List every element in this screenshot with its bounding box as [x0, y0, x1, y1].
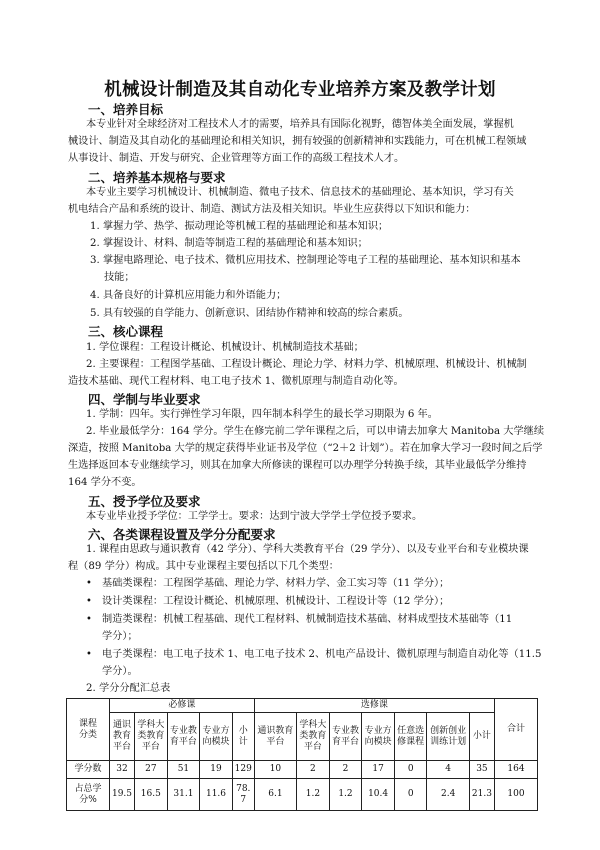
section-heading-curriculum: 六、各类课程设置及学分分配要求	[88, 527, 276, 542]
table-cell: 51	[167, 761, 200, 779]
table-caption: 2. 学分分配汇总表	[86, 683, 171, 694]
duration-line-4: 生选择返回本专业继续学习，则其在加拿大所修读的课程可以办理学分转换手续，其毕业最低学分维持	[68, 460, 527, 471]
bullet-manufacturing-courses: 制造类课程：机械工程基础、现代工程材料、机械制造技术基础、材料成型技术基础等（11	[102, 614, 513, 625]
section-heading-degree: 五、授予学位及要求	[88, 494, 201, 509]
col-header-elective: 专业教 育平台	[329, 713, 362, 761]
goals-line-3: 从事设计、制造、开发与研究、企业管理等方面工作的高级工程技术人才。	[68, 153, 405, 164]
table-cell: 0	[394, 761, 427, 779]
bullet-icon: •	[86, 596, 92, 607]
req-item-5: 5. 具有较强的自学能力、创新意识、团结协作精神和较高的综合素质。	[90, 308, 409, 319]
section-heading-core-courses: 三、核心课程	[88, 324, 164, 339]
section-heading-duration: 四、学制与毕业要求	[88, 392, 201, 407]
table-cell: 19.5	[110, 779, 135, 811]
table-cell: 1.2	[297, 779, 330, 811]
duration-line-2: 2. 毕业最低学分：164 学分。学生在修完前二学年课程之后，可以申请去加拿大 Manitoba 大学继续	[86, 426, 545, 437]
table-cell: 2.4	[427, 779, 469, 811]
col-header-elective: 学科大 类教育 平台	[297, 713, 330, 761]
curriculum-line-2: 程（89 学分）构成。其中专业课程主要包括以下几个类型：	[68, 561, 339, 572]
row-label: 占总学分%	[67, 779, 110, 811]
table-cell: 21.3	[469, 779, 494, 811]
table-cell: 11.6	[200, 779, 233, 811]
table-row	[67, 761, 538, 779]
bullet-icon: •	[86, 578, 92, 589]
table-cell: 100	[495, 779, 538, 811]
document-title: 机械设计制造及其自动化专业培养方案及教学计划	[104, 80, 496, 100]
table-cell: 19	[200, 761, 233, 779]
bullet-icon: •	[86, 614, 92, 625]
table-cell: 6.1	[254, 779, 296, 811]
duration-line-5: 164 学分不变。	[68, 477, 142, 488]
core-line-2: 2. 主要课程：工程图学基础、工程设计概论、理论力学、材料力学、机械原理、机械设计、机械制	[86, 359, 527, 370]
col-header-required-subtotal: 小 计	[232, 713, 254, 761]
row-label: 学分数	[67, 761, 110, 779]
col-header-required: 学科大 类教育 平台	[135, 713, 168, 761]
req-item-4: 4. 具备良好的计算机应用能力和外语能力；	[90, 290, 287, 301]
req-item-3-cont: 技能；	[104, 272, 135, 283]
req-item-3: 3. 掌握电路理论、电子技术、微机应用技术、控制理论等电子工程的基础理论、基本知识和基本	[90, 255, 521, 266]
table-cell: 35	[469, 761, 494, 779]
col-header-required: 专业方 向模块	[200, 713, 233, 761]
group-header-required: 必修课	[110, 699, 255, 713]
bullet-icon: •	[86, 649, 92, 660]
col-header-required: 专业教 育平台	[167, 713, 200, 761]
table-cell: 2	[329, 761, 362, 779]
table-cell: 27	[135, 761, 168, 779]
section-heading-goals: 一、培养目标	[88, 102, 164, 117]
goals-line-1: 本专业针对全球经济对工程技术人才的需要，培养具有国际化视野，德智体美全面发展，掌握机	[86, 119, 514, 130]
table-cell: 10	[254, 761, 296, 779]
col-header-required: 通识 教育 平台	[110, 713, 135, 761]
duration-line-1: 1. 学制：四年。实行弹性学习年限，四年制本科学生的最长学习期限为 6 年。	[86, 409, 438, 420]
table-cell: 0	[394, 779, 427, 811]
table-cell: 129	[232, 761, 254, 779]
bullet-manufacturing-courses-cont: 学分）；	[102, 631, 138, 642]
table-cell: 10.4	[362, 779, 395, 811]
table-cell: 32	[110, 761, 135, 779]
col-header-elective: 创新创业 训练计划	[427, 713, 469, 761]
table-cell: 2	[297, 761, 330, 779]
col-header-elective: 专业方 向模块	[362, 713, 395, 761]
table-cell: 31.1	[167, 779, 200, 811]
goals-line-2: 械设计、制造及其自动化的基础理论和相关知识，拥有较强的创新精神和实践能力，可在机械工程领域	[68, 136, 527, 147]
core-line-1: 1. 学位课程：工程设计概论、机械设计、机械制造技术基础；	[86, 342, 364, 353]
table-cell: 4	[427, 761, 469, 779]
table-cell: 17	[362, 761, 395, 779]
col-header-elective: 任意选 修课程	[394, 713, 427, 761]
group-header-elective: 选修课	[254, 699, 494, 713]
col-header-total: 合计	[495, 699, 538, 761]
table-cell: 78. 7	[232, 779, 254, 811]
table-row	[67, 779, 538, 811]
degree-line-1: 本专业毕业授予学位：工学学士。要求：达到宁波大学学士学位授予要求。	[86, 511, 423, 522]
col-header-elective: 通识教育 平台	[254, 713, 296, 761]
table-cell: 164	[495, 761, 538, 779]
core-line-3: 造技术基础、现代工程材料、电工电子技术 1、微机原理与制造自动化等。	[68, 376, 404, 387]
curriculum-line-1: 1. 课程由思政与通识教育（42 学分）、学科大类教育平台（29 学分）、以及专业平台和专业模块课	[86, 544, 529, 555]
col-header-elective-subtotal: 小计	[469, 713, 494, 761]
table-cell: 1.2	[329, 779, 362, 811]
duration-line-3: 深造，按照 Manitoba 大学的规定获得毕业证书及学位（“2＋2 计划”）。若在加拿大学习一段时间之后学	[68, 443, 543, 454]
section-heading-requirements: 二、培养基本规格与要求	[88, 170, 226, 185]
credit-distribution-table	[66, 698, 538, 811]
req-intro-line-1: 本专业主要学习机械设计、机械制造、微电子技术、信息技术的基础理论、基本知识，学习有关	[86, 187, 514, 198]
table-cell: 16.5	[135, 779, 168, 811]
bullet-basic-courses: 基础类课程：工程图学基础、理论力学、材料力学、金工实习等（11 学分）；	[102, 578, 450, 589]
col-header-category: 课程 分类	[67, 699, 110, 761]
req-intro-line-2: 机电结合产品和系统的设计、制造、测试方法及相关知识。毕业生应获得以下知识和能力：	[68, 204, 476, 215]
req-item-1: 1. 掌握力学、热学、振动理论等机械工程的基础理论和基本知识；	[90, 221, 389, 232]
bullet-electronics-courses: 电子类课程：电工电子技术 1、电工电子技术 2、机电产品设计、微机原理与制造自动化等（11.5	[102, 649, 542, 660]
bullet-electronics-courses-cont: 学分）。	[102, 666, 138, 677]
req-item-2: 2. 掌握设计、材料、制造等制造工程的基础理论和基本知识；	[90, 238, 368, 249]
bullet-design-courses: 设计类课程：工程设计概论、机械原理、机械设计、工程设计等（12 学分）；	[102, 596, 450, 607]
